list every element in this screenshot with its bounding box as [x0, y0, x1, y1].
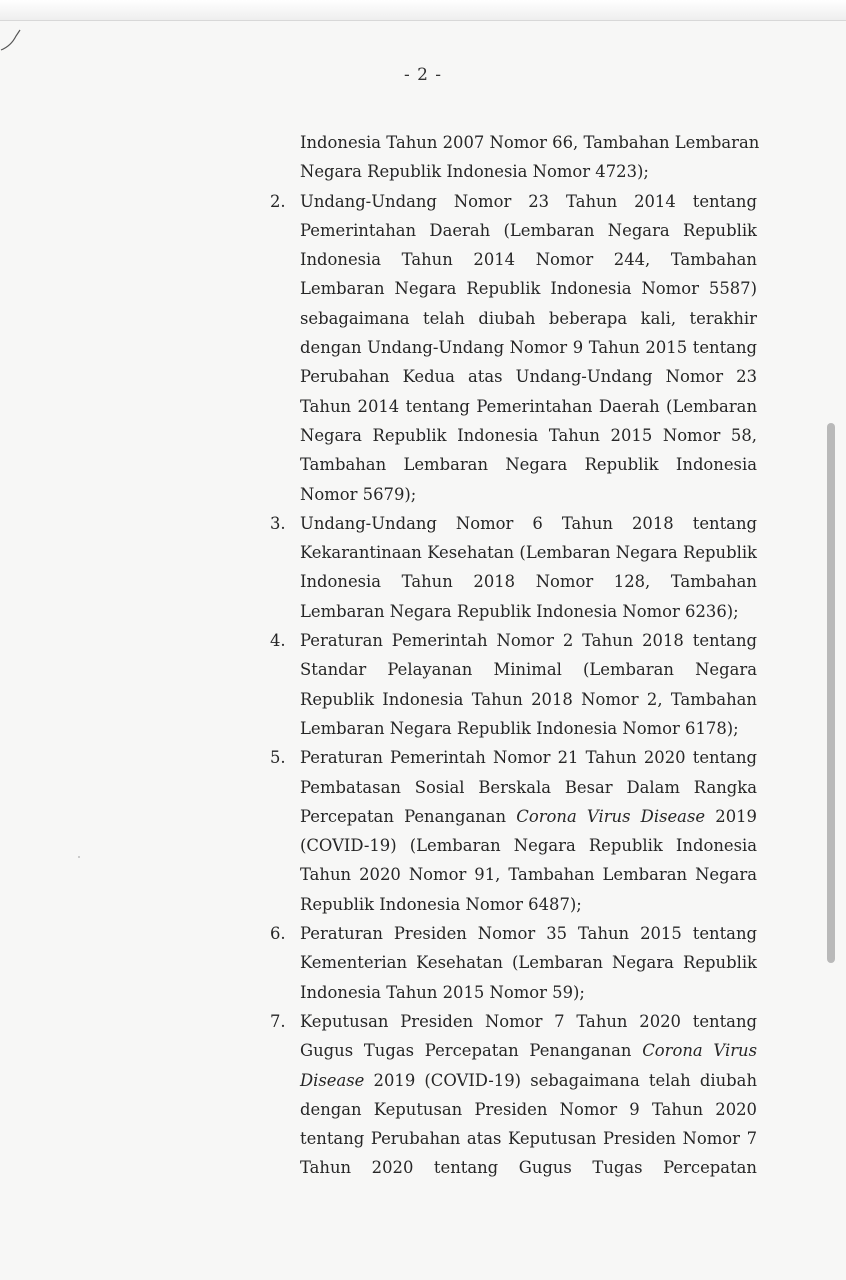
text-line: Indonesia Tahun 2018 Nomor 128, Tambahan [300, 572, 757, 592]
scan-top-edge [0, 0, 846, 21]
list-item-7 [260, 1007, 757, 1183]
list-item-5 [260, 743, 757, 919]
text-line: Perubahan Kedua atas Undang-Undang Nomor 23 [300, 367, 757, 387]
scan-speck [78, 856, 80, 858]
text-line: Pembatasan Sosial Berskala Besar Dalam Rangka [300, 777, 757, 797]
list-number: 3. [270, 513, 286, 533]
text-line: Tambahan Lembaran Negara Republik Indonesia [300, 455, 757, 475]
pen-mark-icon [0, 24, 26, 54]
text-line: Tahun 2020 tentang Gugus Tugas Percepatan [300, 1158, 757, 1178]
list-number: 2. [270, 191, 286, 211]
text-line: Lembaran Negara Republik Indonesia Nomor 6236); [300, 601, 739, 621]
text-line: Indonesia Tahun 2007 Nomor 66, Tambahan Lembaran [300, 133, 760, 152]
text-line: Undang-Undang Nomor 23 Tahun 2014 tentang [300, 191, 757, 211]
list-item-6 [260, 919, 757, 1007]
list-number: 7. [270, 1011, 286, 1031]
text-line: Indonesia Tahun 2015 Nomor 59); [300, 982, 585, 1002]
text-line: Lembaran Negara Republik Indonesia Nomor 6178); [300, 718, 739, 738]
text-line: Disease 2019 (COVID-19) sebagaimana telah diubah [300, 1070, 757, 1090]
text-line: Peraturan Pemerintah Nomor 2 Tahun 2018 tentang [300, 631, 757, 651]
text-line: Tahun 2020 Nomor 91, Tambahan Lembaran Negara [300, 865, 757, 885]
text-line: Indonesia Tahun 2014 Nomor 244, Tambahan [300, 250, 757, 270]
text-line: Keputusan Presiden Nomor 7 Tahun 2020 tentang [300, 1011, 757, 1031]
text-line: Gugus Tugas Percepatan Penanganan Corona Virus [300, 1041, 757, 1061]
text-line: Peraturan Presiden Nomor 35 Tahun 2015 tentang [300, 924, 757, 944]
text-line: Standar Pelayanan Minimal (Lembaran Negara [300, 660, 757, 680]
text-line: Pemerintahan Daerah (Lembaran Negara Republik [300, 220, 757, 240]
text-line: Kementerian Kesehatan (Lembaran Negara Republik [300, 953, 757, 973]
text-line: (COVID-19) (Lembaran Negara Republik Indonesia [300, 836, 757, 856]
list-item-3 [260, 509, 757, 626]
text-line: Lembaran Negara Republik Indonesia Nomor 5587) [300, 279, 757, 299]
text-line: Negara Republik Indonesia Nomor 4723); [300, 162, 649, 182]
list-number: 4. [270, 631, 286, 651]
text-line: Tahun 2014 tentang Pemerintahan Daerah (Lembaran [300, 396, 757, 416]
list-number: 5. [270, 748, 286, 768]
vertical-scrollbar[interactable] [827, 423, 835, 963]
text-line: Negara Republik Indonesia Tahun 2015 Nomor 58, [300, 425, 757, 445]
text-line: sebagaimana telah diubah beberapa kali, terakhir [300, 308, 757, 328]
text-line: Peraturan Pemerintah Nomor 21 Tahun 2020 tentang [300, 748, 757, 768]
text-line: dengan Keputusan Presiden Nomor 9 Tahun 2020 [300, 1099, 757, 1119]
list-number: 6. [270, 924, 286, 944]
text-line: Undang-Undang Nomor 6 Tahun 2018 tentang [300, 513, 757, 533]
text-line: Kekarantinaan Kesehatan (Lembaran Negara Republik [300, 543, 757, 563]
text-line: Republik Indonesia Tahun 2018 Nomor 2, Tambahan [300, 689, 757, 709]
text-line: Percepatan Penanganan Corona Virus Disease 2019 [300, 806, 757, 826]
list-item-4 [260, 626, 757, 743]
legal-basis-list [260, 128, 760, 1183]
page-number: - 2 - [403, 65, 443, 85]
text-line: Nomor 5679); [300, 484, 417, 504]
text-line: Republik Indonesia Nomor 6487); [300, 894, 582, 914]
text-line: tentang Perubahan atas Keputusan Presiden Nomor 7 [300, 1129, 757, 1149]
continuation-text [260, 128, 760, 187]
text-line: dengan Undang-Undang Nomor 9 Tahun 2015 tentang [300, 338, 757, 358]
list-item-2 [260, 187, 757, 509]
